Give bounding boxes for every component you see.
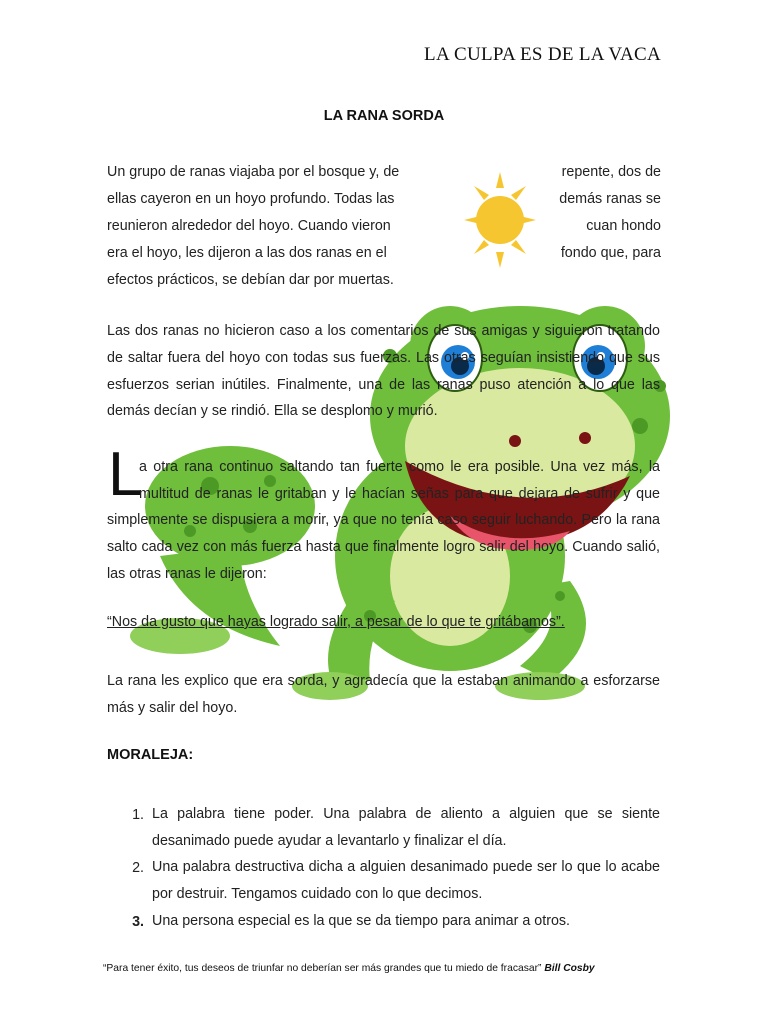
para1-line-right: repente, dos de: [561, 164, 661, 180]
frogs-quote: “Nos da gusto que hayas logrado salir, a pesar de lo que te gritábamos”.: [107, 614, 565, 630]
para3-line-1: a otra rana continuo saltando tan fuerte como le era posible. Una vez más, la: [139, 459, 660, 475]
para1-line-right: fondo que, para: [560, 245, 661, 261]
para1-line-left: Un grupo de ranas viajaba por el bosque y, de: [107, 164, 400, 180]
footer-quote: [103, 963, 595, 974]
moraleja-title: MORALEJA:: [107, 747, 194, 763]
document-header: LA CULPA ES DE LA VACA: [424, 44, 661, 65]
list-item: Una palabra destructiva dicha a alguien desanimado puede ser lo que lo acabe por destruir. Tengamos cuidado con lo que decimos.: [152, 859, 660, 902]
paragraph-4: La rana les explico que era sorda, y agradecía que la estaban animando a esforzarse más y salir del hoyo.: [107, 673, 660, 716]
sun-icon: [462, 170, 538, 270]
story-title: LA RANA SORDA: [323, 108, 445, 124]
list-item-number: 2.: [132, 860, 144, 876]
footer-quote-text: “Para tener éxito, tus deseos de triunfar no deberían ser más grandes que tu miedo de fracasar”: [103, 963, 542, 974]
para1-line-right: cuan hondo: [586, 218, 661, 234]
paragraph-2: Las dos ranas no hicieron caso a los comentarios de sus amigas y siguieron tratando de saltar fuera del hoyo con todas sus fuerzas. Las otras seguían insistiendo que sus esfuerzos serian inútiles. Finalmente, una de las ranas puso atención a lo que las demás decían y se rindió. Ella se desplomo y murió.: [107, 323, 660, 420]
para1-line-left: reunieron alrededor del hoyo. Cuando vieron: [107, 218, 391, 234]
list-item-number: 1.: [132, 807, 144, 823]
para1-line-right: demás ranas se: [559, 191, 661, 207]
list-item: Una persona especial es la que se da tiempo para animar a otros.: [152, 913, 571, 929]
para1-line-left: ellas cayeron en un hoyo profundo. Todas las: [107, 191, 395, 207]
para1-line-left: era el hoyo, les dijeron a las dos ranas en el: [107, 245, 387, 261]
drop-cap: L: [108, 440, 143, 509]
para3-rest: simplemente se dispusiera a morir, ya que no tenía caso seguir luchando. Pero la rana salto cada vez con más fuerza hasta que finalmente logro salir del hoyo. Cuando salió, las otras ranas le dijeron:: [107, 512, 660, 582]
list-item-number: 3.: [132, 914, 144, 930]
para1-last-line: efectos prácticos, se debían dar por muertas.: [107, 272, 394, 288]
list-item: La palabra tiene poder. Una palabra de aliento a alguien que se siente desanimado puede ayudar a levantarlo y finalizar el día.: [152, 806, 660, 849]
footer-author: Bill Cosby: [544, 963, 595, 974]
para3-line-2: multitud de ranas le gritaban y le hacían señas para que dejara de sufrir y que: [139, 486, 660, 502]
